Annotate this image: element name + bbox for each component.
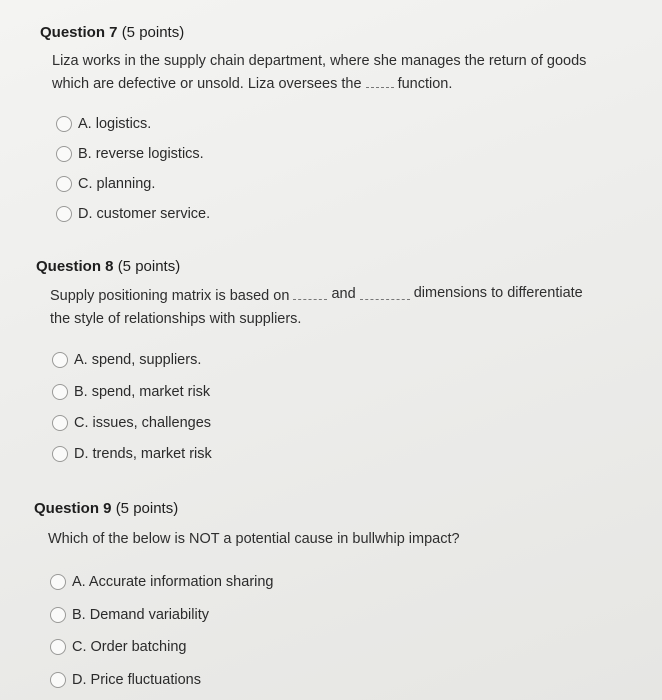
radio-button-icon[interactable] <box>52 384 68 400</box>
option-9a[interactable] <box>50 574 274 590</box>
option-label: D. Price fluctuations <box>72 672 201 688</box>
option-9d[interactable] <box>50 672 201 688</box>
option-label: B. spend, market risk <box>74 384 211 400</box>
question-title: Question 7 (5 points) <box>40 24 185 41</box>
question-8-text: Supply positioning matrix is based on and dimensions to differentiate the style of relationships with suppliers. <box>50 285 583 327</box>
option-label: A. logistics. <box>78 116 152 132</box>
question-9-text: Which of the below is NOT a potential cause in bullwhip impact? <box>48 531 460 547</box>
option-8c[interactable] <box>52 415 211 431</box>
option-8a[interactable] <box>52 352 201 368</box>
option-7d[interactable] <box>56 206 210 222</box>
answer-blank <box>360 288 410 300</box>
option-label: B. reverse logistics. <box>78 146 204 162</box>
radio-button-icon[interactable] <box>56 146 72 162</box>
question-7-text: Liza works in the supply chain department, where she manages the return of goods which are defective or unsold. Liza oversees the function. <box>52 53 587 92</box>
radio-button-icon[interactable] <box>52 352 68 368</box>
option-label: A. Accurate information sharing <box>72 574 274 590</box>
question-title: Question 8 (5 points) <box>36 258 181 275</box>
question-9 <box>34 500 178 517</box>
option-8d[interactable] <box>52 446 212 462</box>
option-7a[interactable] <box>56 116 151 132</box>
answer-blank <box>293 288 327 300</box>
radio-button-icon[interactable] <box>56 176 72 192</box>
radio-button-icon[interactable] <box>56 116 72 132</box>
radio-button-icon[interactable] <box>50 672 66 688</box>
option-9c[interactable] <box>50 639 186 655</box>
radio-button-icon[interactable] <box>50 639 66 655</box>
option-9b[interactable] <box>50 607 209 623</box>
option-7c[interactable] <box>56 176 155 192</box>
option-label: C. issues, challenges <box>74 415 212 431</box>
radio-button-icon[interactable] <box>52 446 68 462</box>
radio-button-icon[interactable] <box>52 415 68 431</box>
question-7 <box>40 24 184 41</box>
option-label: A. spend, suppliers. <box>74 352 202 368</box>
option-label: C. Order batching <box>72 639 187 655</box>
answer-blank <box>366 76 394 88</box>
radio-button-icon[interactable] <box>50 607 66 623</box>
option-label: D. customer service. <box>78 206 211 222</box>
option-8b[interactable] <box>52 384 210 400</box>
option-7b[interactable] <box>56 146 204 162</box>
option-label: B. Demand variability <box>72 607 209 623</box>
question-8 <box>36 258 180 275</box>
question-title: Question 9 (5 points) <box>34 500 179 517</box>
radio-button-icon[interactable] <box>50 574 66 590</box>
option-label: D. trends, market risk <box>74 446 212 462</box>
radio-button-icon[interactable] <box>56 206 72 222</box>
option-label: C. planning. <box>78 176 156 192</box>
